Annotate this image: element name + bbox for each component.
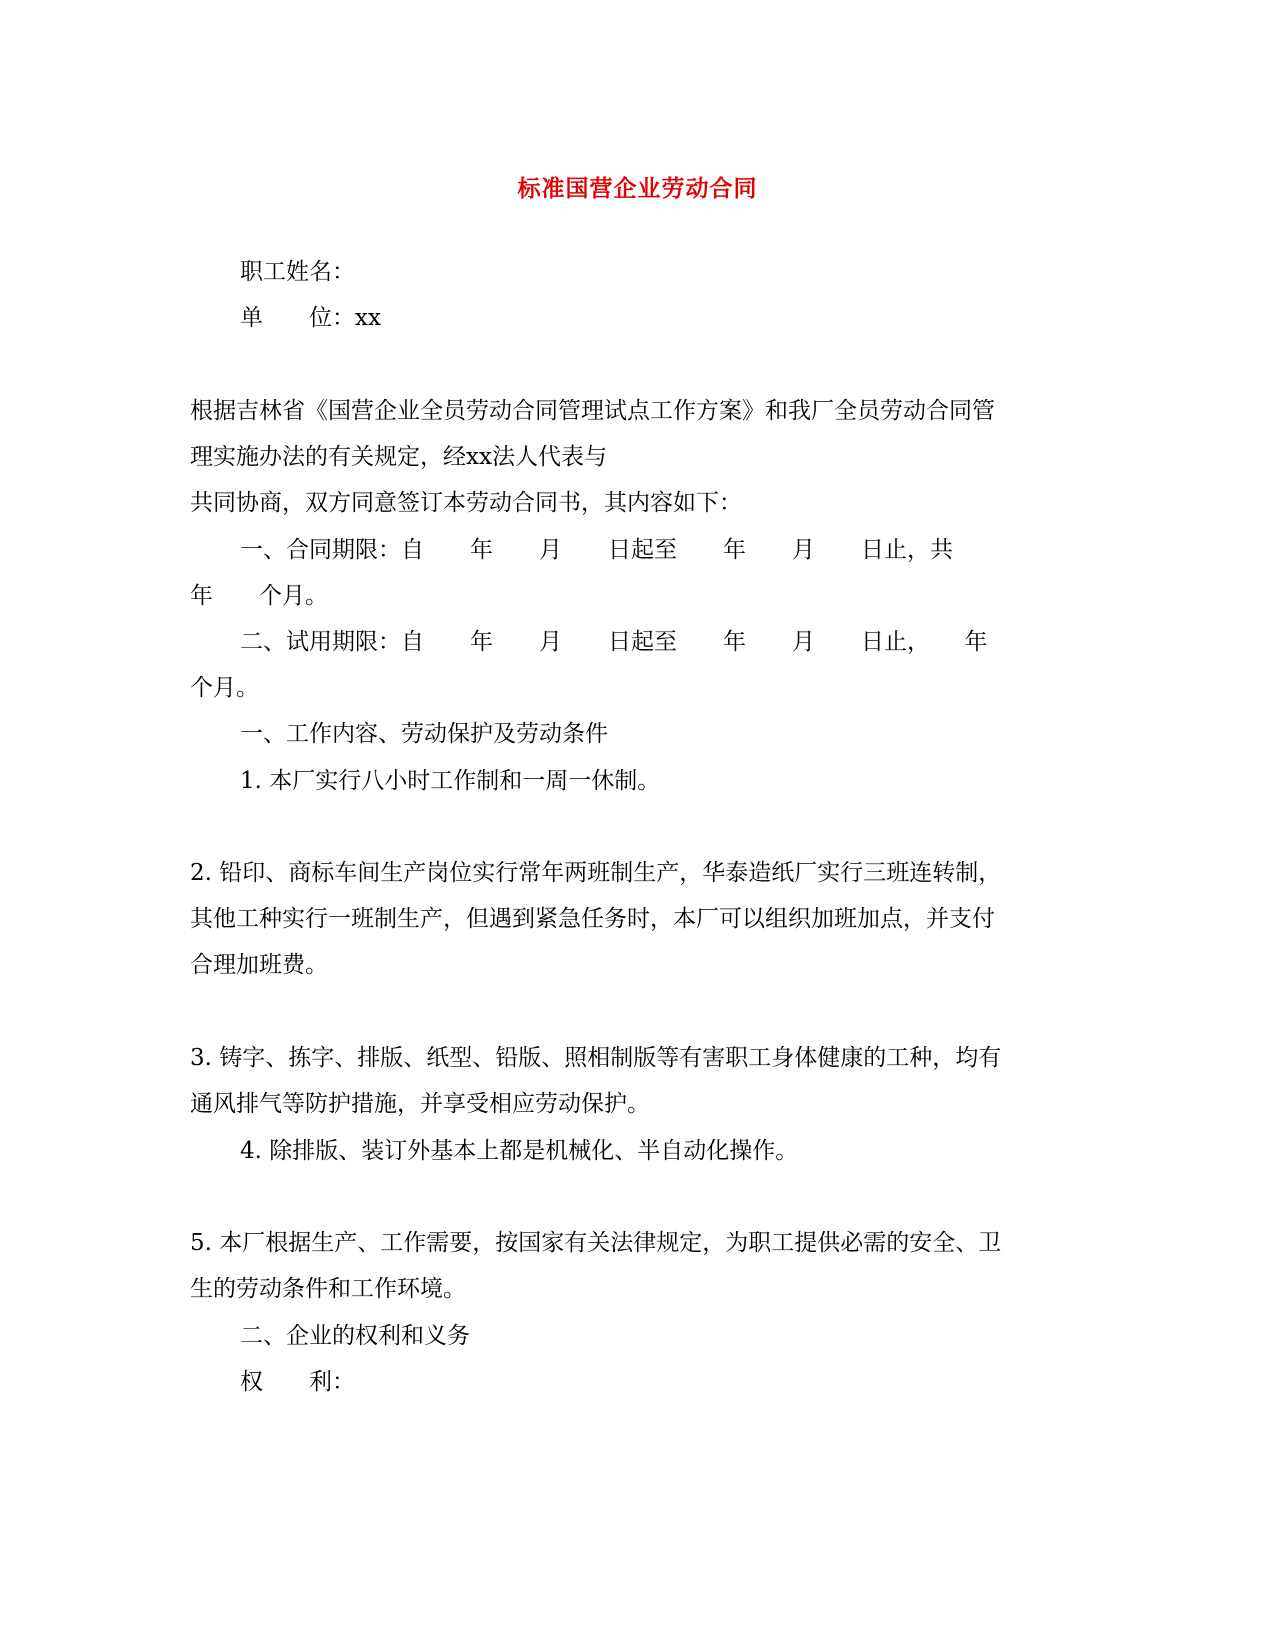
rights-label: 权 利： bbox=[240, 1369, 355, 1395]
contract-term-line: 一、合同期限：自 年 月 日起至 年 月 日止，共 bbox=[240, 537, 953, 563]
clause-5-line-1: 5. 本厂根据生产、工作需要，按国家有关法律规定，为职工提供必需的安全、卫 bbox=[190, 1230, 1002, 1256]
unit-label: 单 位：xx bbox=[240, 305, 381, 331]
clause-2-line-3: 合理加班费。 bbox=[190, 952, 328, 978]
contract-term-months: 年 个月。 bbox=[190, 583, 328, 609]
section-heading-work: 一、工作内容、劳动保护及劳动条件 bbox=[240, 721, 608, 747]
probation-term-months: 个月。 bbox=[190, 675, 259, 701]
preamble-line-3: 共同协商，双方同意签订本劳动合同书，其内容如下： bbox=[190, 490, 742, 516]
employee-name-label: 职工姓名： bbox=[240, 259, 355, 285]
preamble-line-1: 根据吉林省《国营企业全员劳动合同管理试点工作方案》和我厂全员劳动合同管 bbox=[190, 398, 995, 424]
clause-2-line-2: 其他工种实行一班制生产，但遇到紧急任务时，本厂可以组织加班加点，并支付 bbox=[190, 906, 995, 932]
clause-3-line-1: 3. 铸字、拣字、排版、纸型、铅版、照相制版等有害职工身体健康的工种，均有 bbox=[190, 1045, 1002, 1071]
clause-5-line-2: 生的劳动条件和工作环境。 bbox=[190, 1276, 466, 1302]
probation-term-line: 二、试用期限：自 年 月 日起至 年 月 日止， 年 bbox=[240, 629, 988, 655]
clause-3-line-2: 通风排气等防护措施，并享受相应劳动保护。 bbox=[190, 1091, 650, 1117]
preamble-line-2: 理实施办法的有关规定，经xx法人代表与 bbox=[190, 444, 607, 470]
clause-2-line-1: 2. 铅印、商标车间生产岗位实行常年两班制生产，华泰造纸厂实行三班连转制， bbox=[190, 860, 1002, 886]
clause-4: 4. 除排版、装订外基本上都是机械化、半自动化操作。 bbox=[240, 1138, 799, 1164]
clause-1: 1. 本厂实行八小时工作制和一周一休制。 bbox=[240, 768, 661, 794]
document-title: 标准国营企业劳动合同 bbox=[517, 175, 758, 202]
section-heading-rights: 二、企业的权利和义务 bbox=[240, 1323, 470, 1349]
